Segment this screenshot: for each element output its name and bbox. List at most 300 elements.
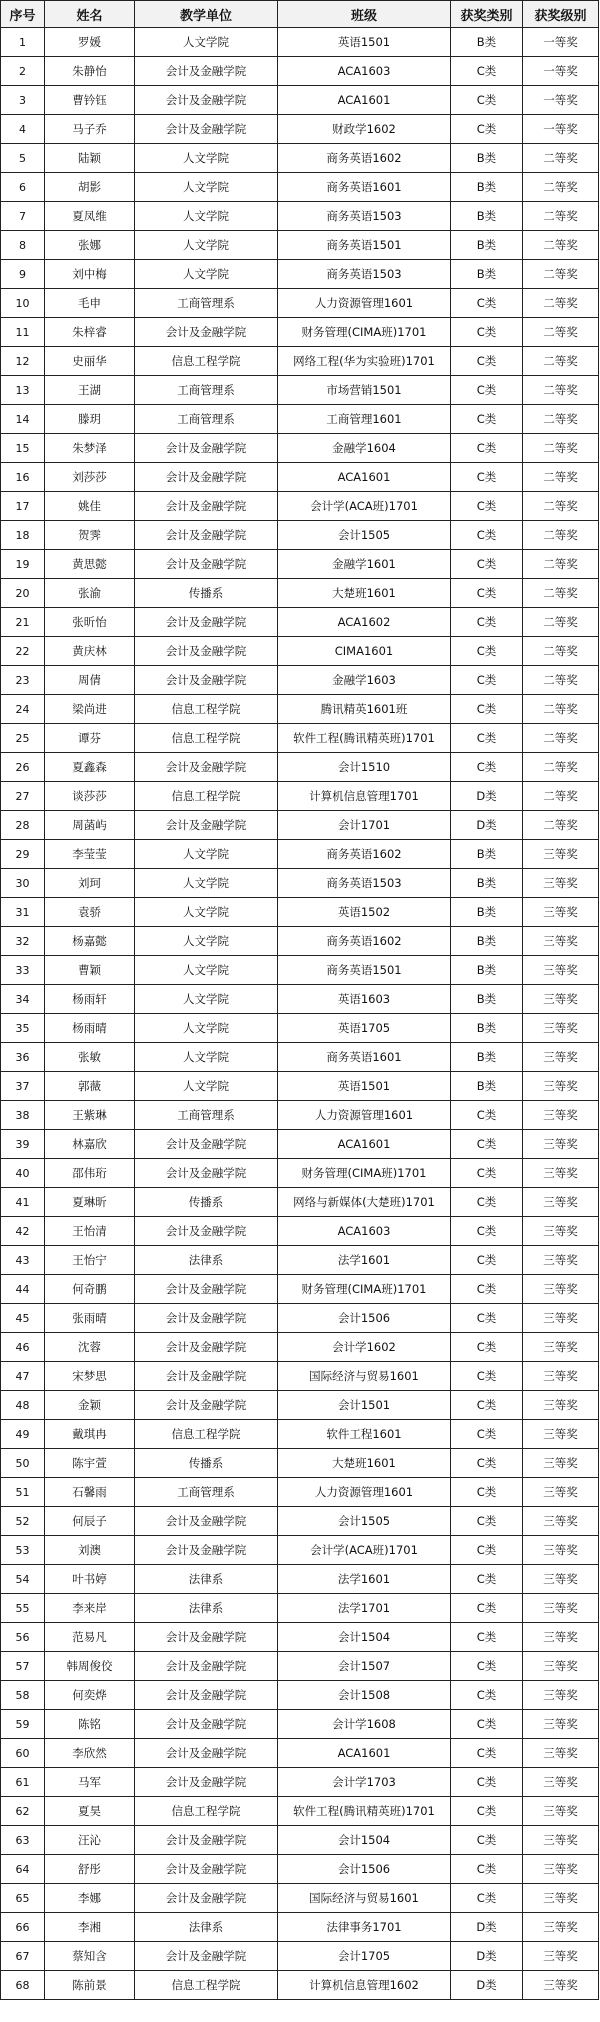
table-header — [1, 1, 599, 28]
cell-class: 会计学(ACA班)1701 — [278, 492, 451, 521]
cell-class: 腾讯精英1601班 — [278, 695, 451, 724]
header-class: 班级 — [278, 1, 451, 28]
cell-name: 王紫琳 — [45, 1101, 135, 1130]
table-row — [1, 1217, 599, 1246]
cell-award-level: 二等奖 — [523, 376, 599, 405]
cell-award-level: 二等奖 — [523, 521, 599, 550]
cell-name: 何奇鹏 — [45, 1275, 135, 1304]
cell-unit: 会计及金融学院 — [135, 1623, 278, 1652]
cell-class: 软件工程1601 — [278, 1420, 451, 1449]
cell-award-level: 三等奖 — [523, 1855, 599, 1884]
cell-award-level: 二等奖 — [523, 173, 599, 202]
cell-unit: 法律系 — [135, 1565, 278, 1594]
cell-unit: 工商管理系 — [135, 289, 278, 318]
cell-name: 滕玥 — [45, 405, 135, 434]
cell-name: 夏昊 — [45, 1797, 135, 1826]
cell-award-level: 三等奖 — [523, 1130, 599, 1159]
cell-name: 朱梦泽 — [45, 434, 135, 463]
table-row — [1, 1884, 599, 1913]
cell-award-level: 三等奖 — [523, 1536, 599, 1565]
cell-unit: 信息工程学院 — [135, 1420, 278, 1449]
table-row — [1, 1333, 599, 1362]
cell-name: 张敏 — [45, 1043, 135, 1072]
table-row — [1, 840, 599, 869]
table-row — [1, 144, 599, 173]
cell-class: 商务英语1601 — [278, 1043, 451, 1072]
table-row — [1, 724, 599, 753]
cell-award-category: D类 — [451, 1942, 523, 1971]
cell-name: 陆颖 — [45, 144, 135, 173]
cell-name: 谈莎莎 — [45, 782, 135, 811]
cell-unit: 会计及金融学院 — [135, 1826, 278, 1855]
cell-unit: 工商管理系 — [135, 376, 278, 405]
cell-index: 7 — [1, 202, 45, 231]
cell-name: 周菡屿 — [45, 811, 135, 840]
cell-index: 46 — [1, 1333, 45, 1362]
cell-unit: 法律系 — [135, 1594, 278, 1623]
cell-index: 55 — [1, 1594, 45, 1623]
cell-award-level: 三等奖 — [523, 1246, 599, 1275]
cell-award-category: C类 — [451, 1565, 523, 1594]
cell-name: 郭薇 — [45, 1072, 135, 1101]
cell-unit: 会计及金融学院 — [135, 1739, 278, 1768]
cell-name: 夏琳昕 — [45, 1188, 135, 1217]
cell-index: 67 — [1, 1942, 45, 1971]
cell-award-category: C类 — [451, 492, 523, 521]
table-row — [1, 1594, 599, 1623]
cell-unit: 会计及金融学院 — [135, 1275, 278, 1304]
table-row — [1, 1768, 599, 1797]
cell-name: 汪沁 — [45, 1826, 135, 1855]
cell-award-category: D类 — [451, 782, 523, 811]
table-row — [1, 869, 599, 898]
table-row — [1, 1507, 599, 1536]
table-row — [1, 637, 599, 666]
cell-index: 63 — [1, 1826, 45, 1855]
cell-award-level: 三等奖 — [523, 1884, 599, 1913]
cell-class: 法学1601 — [278, 1246, 451, 1275]
cell-award-category: C类 — [451, 1710, 523, 1739]
cell-class: 财政学1602 — [278, 115, 451, 144]
cell-unit: 信息工程学院 — [135, 695, 278, 724]
table-row — [1, 1101, 599, 1130]
cell-award-level: 三等奖 — [523, 1913, 599, 1942]
cell-award-level: 三等奖 — [523, 1768, 599, 1797]
cell-index: 33 — [1, 956, 45, 985]
cell-name: 王怡清 — [45, 1217, 135, 1246]
cell-award-category: D类 — [451, 1913, 523, 1942]
cell-award-level: 一等奖 — [523, 115, 599, 144]
table-row — [1, 1449, 599, 1478]
table-row — [1, 1913, 599, 1942]
cell-award-category: C类 — [451, 521, 523, 550]
cell-award-category: B类 — [451, 173, 523, 202]
cell-award-category: C类 — [451, 1420, 523, 1449]
cell-unit: 传播系 — [135, 579, 278, 608]
cell-name: 林嘉欣 — [45, 1130, 135, 1159]
table-row — [1, 1130, 599, 1159]
cell-name: 杨嘉懿 — [45, 927, 135, 956]
cell-unit: 会计及金融学院 — [135, 57, 278, 86]
cell-class: 商务英语1602 — [278, 840, 451, 869]
cell-award-category: B类 — [451, 1072, 523, 1101]
table-row — [1, 1362, 599, 1391]
cell-index: 41 — [1, 1188, 45, 1217]
cell-name: 何奕烨 — [45, 1681, 135, 1710]
cell-award-category: C类 — [451, 1681, 523, 1710]
cell-award-level: 二等奖 — [523, 231, 599, 260]
cell-class: 英语1502 — [278, 898, 451, 927]
cell-index: 53 — [1, 1536, 45, 1565]
cell-award-level: 二等奖 — [523, 579, 599, 608]
cell-award-level: 二等奖 — [523, 202, 599, 231]
table-row — [1, 231, 599, 260]
cell-award-level: 三等奖 — [523, 1391, 599, 1420]
cell-award-level: 三等奖 — [523, 1420, 599, 1449]
cell-award-category: B类 — [451, 144, 523, 173]
header-award-level: 获奖级别 — [523, 1, 599, 28]
cell-award-category: C类 — [451, 608, 523, 637]
cell-unit: 会计及金融学院 — [135, 608, 278, 637]
cell-index: 58 — [1, 1681, 45, 1710]
table-row — [1, 86, 599, 115]
table-row — [1, 289, 599, 318]
cell-index: 15 — [1, 434, 45, 463]
cell-unit: 会计及金融学院 — [135, 1884, 278, 1913]
cell-index: 24 — [1, 695, 45, 724]
cell-name: 胡影 — [45, 173, 135, 202]
cell-award-level: 三等奖 — [523, 1217, 599, 1246]
cell-award-level: 三等奖 — [523, 1304, 599, 1333]
cell-index: 23 — [1, 666, 45, 695]
cell-award-level: 二等奖 — [523, 144, 599, 173]
cell-unit: 会计及金融学院 — [135, 1304, 278, 1333]
cell-class: 计算机信息管理1602 — [278, 1971, 451, 2000]
cell-award-category: C类 — [451, 1159, 523, 1188]
table-row — [1, 1275, 599, 1304]
cell-award-category: C类 — [451, 1826, 523, 1855]
cell-award-category: C类 — [451, 1478, 523, 1507]
cell-index: 66 — [1, 1913, 45, 1942]
cell-index: 30 — [1, 869, 45, 898]
table-row — [1, 956, 599, 985]
cell-unit: 人文学院 — [135, 985, 278, 1014]
table-row — [1, 173, 599, 202]
cell-award-category: C类 — [451, 1188, 523, 1217]
cell-name: 舒彤 — [45, 1855, 135, 1884]
cell-award-level: 三等奖 — [523, 840, 599, 869]
cell-award-level: 三等奖 — [523, 985, 599, 1014]
cell-index: 64 — [1, 1855, 45, 1884]
cell-award-category: B类 — [451, 202, 523, 231]
cell-index: 37 — [1, 1072, 45, 1101]
table-row — [1, 1739, 599, 1768]
cell-award-level: 三等奖 — [523, 1565, 599, 1594]
cell-class: 英语1501 — [278, 28, 451, 57]
cell-class: 会计1508 — [278, 1681, 451, 1710]
cell-unit: 人文学院 — [135, 1043, 278, 1072]
cell-award-category: C类 — [451, 1797, 523, 1826]
table-row — [1, 1565, 599, 1594]
cell-name: 陈前景 — [45, 1971, 135, 2000]
cell-index: 49 — [1, 1420, 45, 1449]
cell-award-level: 二等奖 — [523, 405, 599, 434]
cell-unit: 法律系 — [135, 1246, 278, 1275]
cell-index: 50 — [1, 1449, 45, 1478]
cell-class: 会计1506 — [278, 1304, 451, 1333]
cell-class: ACA1601 — [278, 1130, 451, 1159]
cell-class: 人力资源管理1601 — [278, 289, 451, 318]
table-row — [1, 1159, 599, 1188]
cell-name: 王湖 — [45, 376, 135, 405]
cell-award-level: 三等奖 — [523, 1797, 599, 1826]
cell-award-level: 二等奖 — [523, 260, 599, 289]
table-row — [1, 811, 599, 840]
cell-award-level: 二等奖 — [523, 492, 599, 521]
table-row — [1, 1536, 599, 1565]
table-row — [1, 1681, 599, 1710]
cell-unit: 会计及金融学院 — [135, 1652, 278, 1681]
cell-award-category: C类 — [451, 1362, 523, 1391]
cell-award-category: D类 — [451, 811, 523, 840]
cell-index: 20 — [1, 579, 45, 608]
table-row — [1, 550, 599, 579]
table-row — [1, 1478, 599, 1507]
cell-award-level: 三等奖 — [523, 956, 599, 985]
cell-name: 戴琪冉 — [45, 1420, 135, 1449]
cell-unit: 会计及金融学院 — [135, 811, 278, 840]
cell-unit: 信息工程学院 — [135, 1797, 278, 1826]
table-row — [1, 1623, 599, 1652]
cell-unit: 信息工程学院 — [135, 1971, 278, 2000]
cell-award-level: 三等奖 — [523, 1478, 599, 1507]
cell-unit: 会计及金融学院 — [135, 1855, 278, 1884]
cell-unit: 会计及金融学院 — [135, 492, 278, 521]
cell-class: 大楚班1601 — [278, 1449, 451, 1478]
cell-index: 60 — [1, 1739, 45, 1768]
cell-unit: 人文学院 — [135, 28, 278, 57]
cell-index: 59 — [1, 1710, 45, 1739]
cell-award-level: 二等奖 — [523, 550, 599, 579]
cell-index: 56 — [1, 1623, 45, 1652]
cell-class: ACA1601 — [278, 86, 451, 115]
cell-class: 软件工程(腾讯精英班)1701 — [278, 1797, 451, 1826]
cell-name: 贺霁 — [45, 521, 135, 550]
cell-name: 李湘 — [45, 1913, 135, 1942]
cell-class: ACA1603 — [278, 57, 451, 86]
cell-name: 邵伟珩 — [45, 1159, 135, 1188]
cell-class: ACA1603 — [278, 1217, 451, 1246]
cell-award-category: C类 — [451, 1130, 523, 1159]
cell-award-category: C类 — [451, 1855, 523, 1884]
cell-index: 22 — [1, 637, 45, 666]
table-row — [1, 347, 599, 376]
cell-class: 商务英语1601 — [278, 173, 451, 202]
cell-award-level: 二等奖 — [523, 637, 599, 666]
table-row — [1, 318, 599, 347]
cell-award-level: 一等奖 — [523, 57, 599, 86]
table-row — [1, 434, 599, 463]
cell-index: 16 — [1, 463, 45, 492]
cell-award-category: C类 — [451, 405, 523, 434]
cell-award-category: C类 — [451, 550, 523, 579]
cell-unit: 会计及金融学院 — [135, 318, 278, 347]
cell-name: 曹钤钰 — [45, 86, 135, 115]
cell-class: 国际经济与贸易1601 — [278, 1884, 451, 1913]
table-row — [1, 202, 599, 231]
cell-index: 32 — [1, 927, 45, 956]
cell-award-category: B类 — [451, 1043, 523, 1072]
cell-unit: 会计及金融学院 — [135, 521, 278, 550]
cell-award-level: 三等奖 — [523, 1942, 599, 1971]
cell-index: 44 — [1, 1275, 45, 1304]
cell-unit: 人文学院 — [135, 927, 278, 956]
cell-award-level: 二等奖 — [523, 289, 599, 318]
cell-class: 财务管理(CIMA班)1701 — [278, 1275, 451, 1304]
cell-award-level: 三等奖 — [523, 1681, 599, 1710]
cell-unit: 会计及金融学院 — [135, 1217, 278, 1246]
cell-index: 13 — [1, 376, 45, 405]
cell-index: 21 — [1, 608, 45, 637]
cell-award-category: C类 — [451, 1101, 523, 1130]
cell-award-level: 三等奖 — [523, 1507, 599, 1536]
cell-name: 杨雨晴 — [45, 1014, 135, 1043]
cell-index: 19 — [1, 550, 45, 579]
cell-unit: 信息工程学院 — [135, 347, 278, 376]
header-name: 姓名 — [45, 1, 135, 28]
cell-name: 朱静怡 — [45, 57, 135, 86]
cell-award-level: 三等奖 — [523, 1159, 599, 1188]
cell-unit: 人文学院 — [135, 1014, 278, 1043]
cell-class: 会计1501 — [278, 1391, 451, 1420]
header-unit: 教学单位 — [135, 1, 278, 28]
cell-class: 金融学1601 — [278, 550, 451, 579]
cell-award-level: 三等奖 — [523, 1623, 599, 1652]
cell-unit: 会计及金融学院 — [135, 1362, 278, 1391]
cell-name: 李欣然 — [45, 1739, 135, 1768]
table-row — [1, 1014, 599, 1043]
cell-award-category: C类 — [451, 86, 523, 115]
cell-award-level: 二等奖 — [523, 318, 599, 347]
cell-award-level: 三等奖 — [523, 869, 599, 898]
cell-award-category: C类 — [451, 1333, 523, 1362]
cell-class: 网络工程(华为实验班)1701 — [278, 347, 451, 376]
cell-name: 沈蓉 — [45, 1333, 135, 1362]
cell-name: 罗媛 — [45, 28, 135, 57]
table-row — [1, 115, 599, 144]
cell-class: 网络与新媒体(大楚班)1701 — [278, 1188, 451, 1217]
cell-award-level: 三等奖 — [523, 1739, 599, 1768]
cell-award-level: 二等奖 — [523, 434, 599, 463]
cell-index: 35 — [1, 1014, 45, 1043]
cell-name: 张雨晴 — [45, 1304, 135, 1333]
cell-award-category: C类 — [451, 695, 523, 724]
cell-award-level: 三等奖 — [523, 898, 599, 927]
cell-award-category: C类 — [451, 1449, 523, 1478]
cell-class: 会计1504 — [278, 1623, 451, 1652]
cell-award-category: C类 — [451, 753, 523, 782]
cell-name: 李来岸 — [45, 1594, 135, 1623]
cell-unit: 人文学院 — [135, 260, 278, 289]
cell-class: 商务英语1602 — [278, 927, 451, 956]
table-row — [1, 405, 599, 434]
cell-award-level: 二等奖 — [523, 811, 599, 840]
cell-name: 刘澳 — [45, 1536, 135, 1565]
cell-award-category: C类 — [451, 579, 523, 608]
cell-unit: 人文学院 — [135, 231, 278, 260]
cell-index: 14 — [1, 405, 45, 434]
cell-award-category: C类 — [451, 1217, 523, 1246]
cell-unit: 工商管理系 — [135, 405, 278, 434]
cell-award-category: B类 — [451, 985, 523, 1014]
cell-name: 夏鑫森 — [45, 753, 135, 782]
cell-name: 黄思懿 — [45, 550, 135, 579]
cell-award-level: 三等奖 — [523, 1652, 599, 1681]
cell-index: 43 — [1, 1246, 45, 1275]
table-row — [1, 1652, 599, 1681]
cell-unit: 法律系 — [135, 1913, 278, 1942]
cell-award-category: B类 — [451, 927, 523, 956]
table-row — [1, 521, 599, 550]
cell-index: 51 — [1, 1478, 45, 1507]
cell-unit: 人文学院 — [135, 840, 278, 869]
cell-index: 62 — [1, 1797, 45, 1826]
cell-index: 42 — [1, 1217, 45, 1246]
cell-index: 26 — [1, 753, 45, 782]
cell-award-category: C类 — [451, 1246, 523, 1275]
cell-index: 3 — [1, 86, 45, 115]
cell-award-level: 三等奖 — [523, 1072, 599, 1101]
cell-award-category: B类 — [451, 898, 523, 927]
cell-unit: 会计及金融学院 — [135, 1159, 278, 1188]
cell-award-level: 二等奖 — [523, 666, 599, 695]
cell-class: 市场营销1501 — [278, 376, 451, 405]
cell-class: ACA1601 — [278, 463, 451, 492]
cell-class: 会计学1703 — [278, 1768, 451, 1797]
cell-name: 陈铭 — [45, 1710, 135, 1739]
cell-class: 英语1501 — [278, 1072, 451, 1101]
table-body — [1, 28, 599, 2000]
cell-class: 计算机信息管理1701 — [278, 782, 451, 811]
cell-name: 黄庆林 — [45, 637, 135, 666]
cell-name: 刘中梅 — [45, 260, 135, 289]
cell-class: 会计1705 — [278, 1942, 451, 1971]
cell-award-category: C类 — [451, 376, 523, 405]
cell-class: 法律事务1701 — [278, 1913, 451, 1942]
cell-award-category: C类 — [451, 1768, 523, 1797]
cell-class: 会计学1608 — [278, 1710, 451, 1739]
cell-award-category: C类 — [451, 637, 523, 666]
cell-index: 68 — [1, 1971, 45, 2000]
cell-index: 17 — [1, 492, 45, 521]
cell-name: 金颖 — [45, 1391, 135, 1420]
table-row — [1, 1304, 599, 1333]
cell-unit: 会计及金融学院 — [135, 1130, 278, 1159]
cell-index: 65 — [1, 1884, 45, 1913]
cell-award-category: C类 — [451, 1536, 523, 1565]
cell-name: 韩周俊佼 — [45, 1652, 135, 1681]
cell-award-category: C类 — [451, 1884, 523, 1913]
cell-name: 刘莎莎 — [45, 463, 135, 492]
cell-name: 曹颖 — [45, 956, 135, 985]
cell-index: 2 — [1, 57, 45, 86]
header-index: 序号 — [1, 1, 45, 28]
cell-unit: 会计及金融学院 — [135, 1536, 278, 1565]
cell-award-category: C类 — [451, 318, 523, 347]
cell-unit: 人文学院 — [135, 202, 278, 231]
cell-name: 李莹莹 — [45, 840, 135, 869]
cell-unit: 会计及金融学院 — [135, 1507, 278, 1536]
